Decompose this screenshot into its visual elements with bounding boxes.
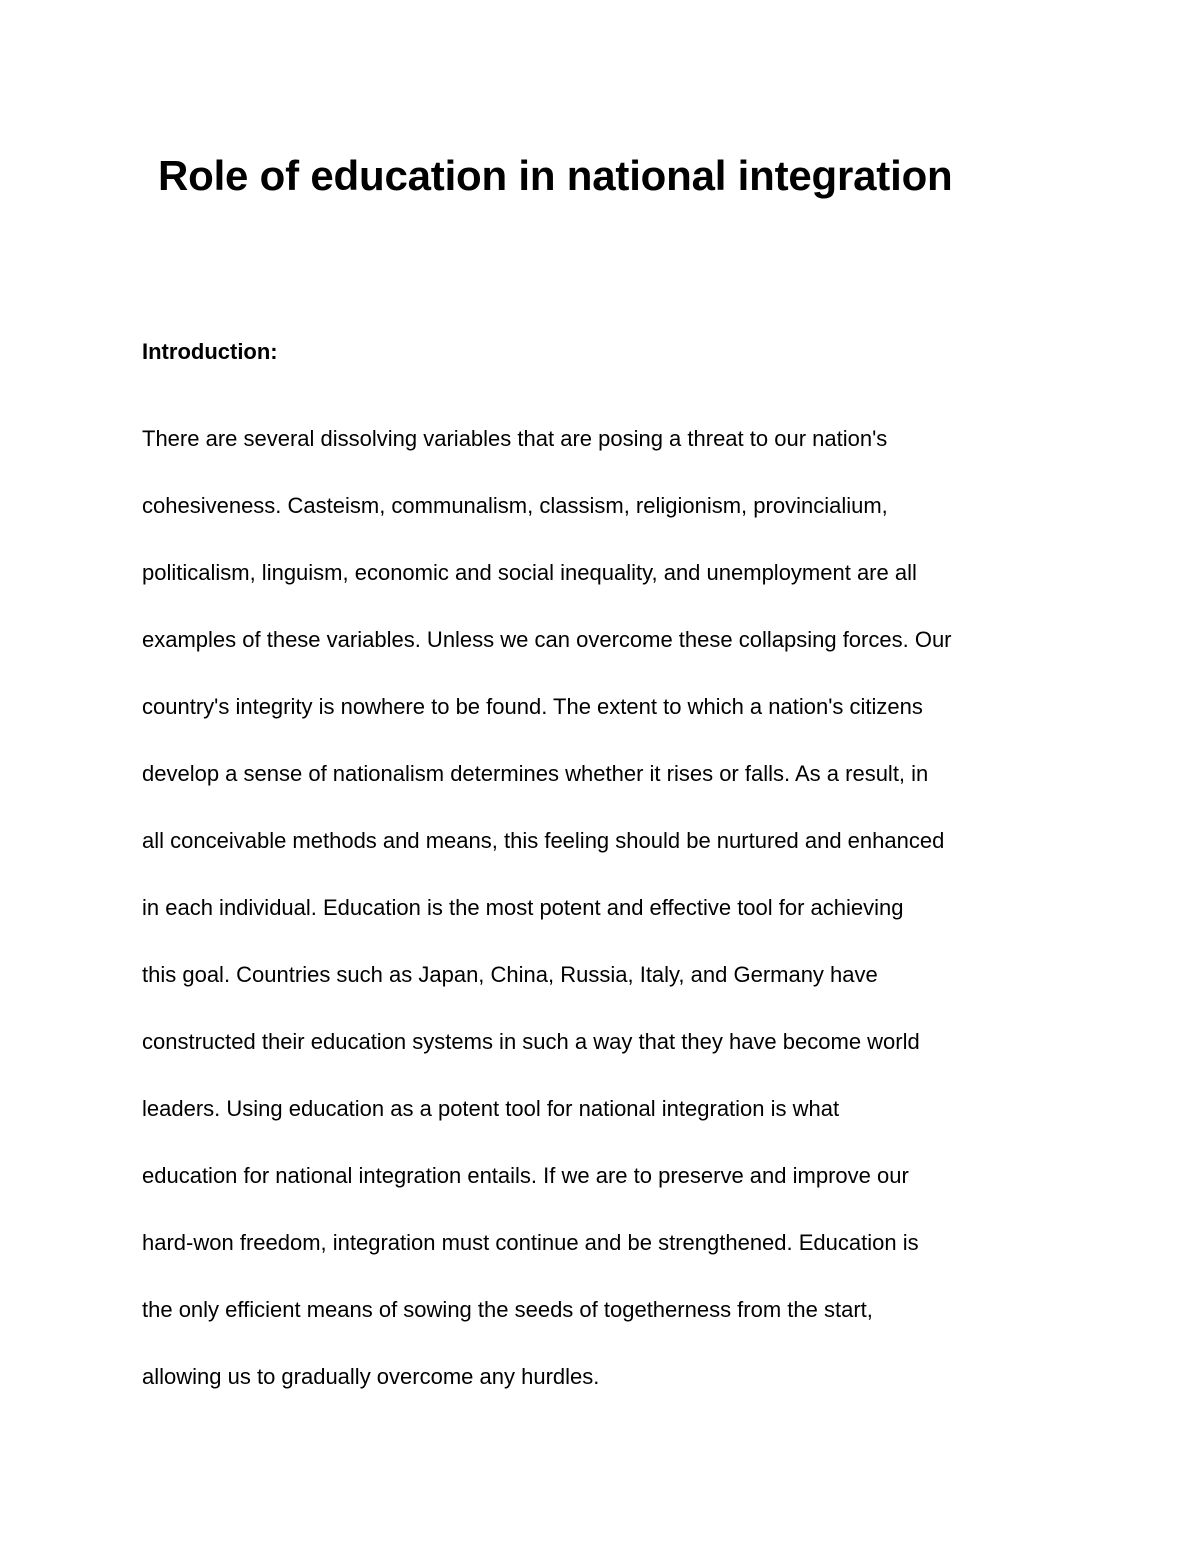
body-line: develop a sense of nationalism determines whether it rises or falls. As a result, in: [142, 761, 929, 786]
body-line: cohesiveness. Casteism, communalism, classism, religionism, provincialium,: [142, 493, 888, 518]
body-line: There are several dissolving variables that are posing a threat to our nation's: [142, 426, 888, 451]
body-line: education for national integration entails. If we are to preserve and improve our: [142, 1163, 909, 1188]
body-line: in each individual. Education is the most potent and effective tool for achieving: [142, 895, 904, 920]
document-title: Role of education in national integration: [158, 152, 953, 199]
body-paragraph: [142, 419, 952, 1424]
body-line: allowing us to gradually overcome any hurdles.: [142, 1364, 600, 1389]
body-line: the only efficient means of sowing the seeds of togetherness from the start,: [142, 1297, 873, 1322]
body-line: leaders. Using education as a potent tool for national integration is what: [142, 1096, 840, 1121]
body-line: politicalism, linguism, economic and social inequality, and unemployment are all: [142, 560, 917, 585]
section-heading-introduction: Introduction:: [142, 339, 278, 364]
body-line: hard-won freedom, integration must continue and be strengthened. Education is: [142, 1230, 919, 1255]
body-line: this goal. Countries such as Japan, China, Russia, Italy, and Germany have: [142, 962, 878, 987]
body-line: all conceivable methods and means, this feeling should be nurtured and enhanced: [142, 828, 945, 853]
body-line: examples of these variables. Unless we can overcome these collapsing forces. Our: [142, 627, 952, 652]
body-line: country's integrity is nowhere to be found. The extent to which a nation's citizens: [142, 694, 923, 719]
body-line: constructed their education systems in such a way that they have become world: [142, 1029, 920, 1054]
